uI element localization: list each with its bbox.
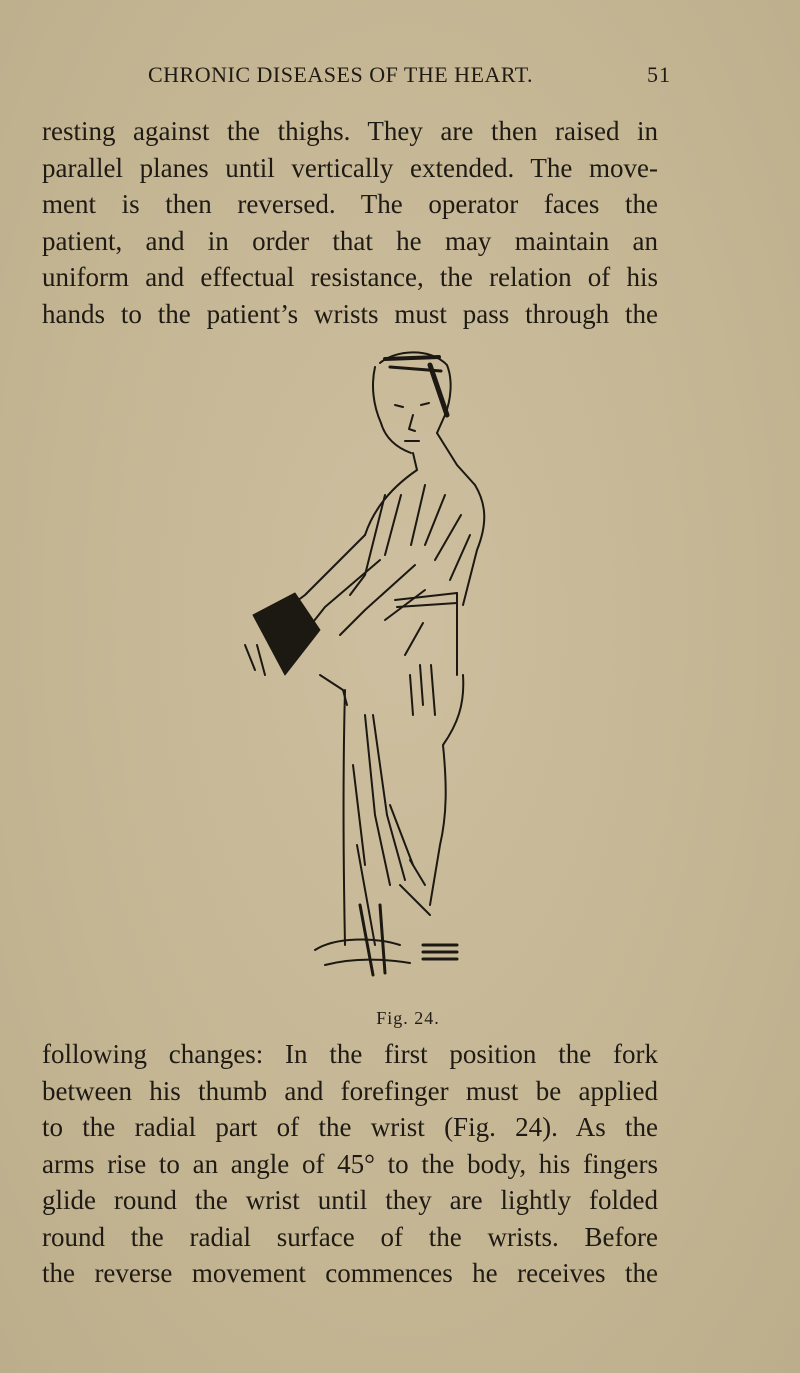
page-number: 51 — [647, 62, 671, 87]
figure-illustration — [225, 345, 495, 990]
text-line: parallel planes until vertically extended. The move- — [42, 152, 658, 183]
text-line: round the radial surface of the wrists. Before — [42, 1221, 658, 1252]
text-line: uniform and effectual resistance, the relation of his — [42, 262, 658, 292]
text-line: ment is then reversed. The operator faces the — [42, 189, 658, 219]
text-line: following changes: In the first position the fork — [42, 1039, 658, 1069]
text-line: hands to the patient’s wrists must pass through the — [42, 298, 658, 329]
text-line: the reverse movement commences he receives the — [42, 1258, 658, 1288]
figure-caption: Fig. 24. — [376, 1008, 440, 1028]
text-line: glide round the wrist until they are lightly folded — [42, 1185, 658, 1215]
running-head-title: CHRONIC DISEASES OF THE HEART. — [148, 62, 534, 87]
running-head — [148, 62, 671, 88]
paragraph-top — [42, 113, 658, 332]
text-line: patient, and in order that he may maintain an — [42, 225, 658, 256]
text-line: resting against the thighs. They are then raised in — [42, 116, 658, 146]
text-line: to the radial part of the wrist (Fig. 24). As the — [42, 1112, 658, 1142]
text-line: between his thumb and forefinger must be applied — [42, 1075, 658, 1106]
text-line: arms rise to an angle of 45° to the body, his fingers — [42, 1148, 658, 1179]
paragraph-bottom — [42, 1036, 658, 1292]
